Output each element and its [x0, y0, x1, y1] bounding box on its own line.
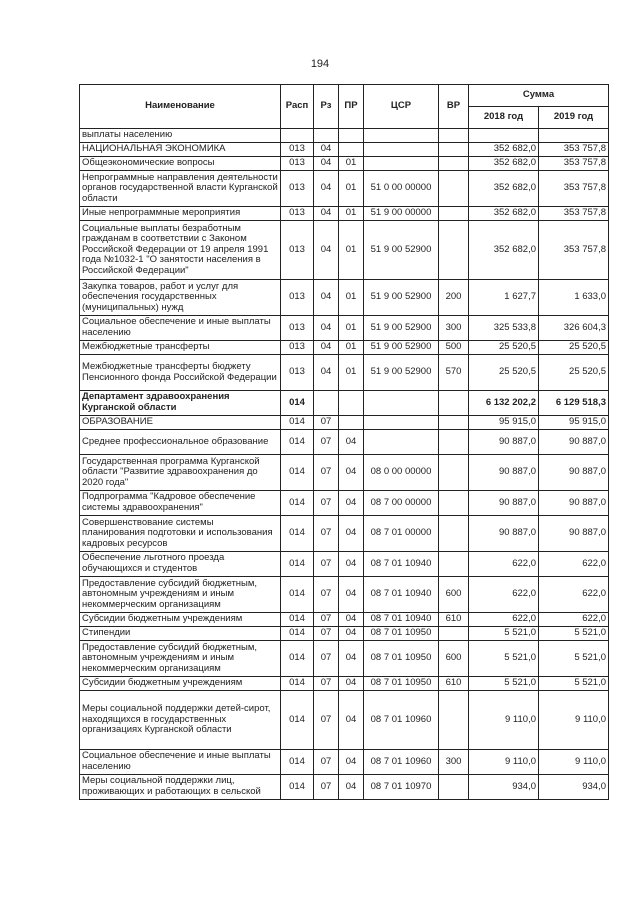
table-row — [80, 516, 609, 552]
cell-rasp: 013 — [281, 280, 314, 316]
cell-pr — [339, 129, 364, 143]
cell-csr: 51 9 00 52900 — [364, 341, 439, 355]
cell-rz: 07 — [314, 691, 339, 750]
cell-csr: 51 9 00 00000 — [364, 207, 439, 221]
cell-pr: 04 — [339, 430, 364, 455]
table-row — [80, 129, 609, 143]
cell-name: Межбюджетные трансферты бюджету Пенсионного фонда Российской Федерации — [80, 355, 281, 391]
cell-rz: 07 — [314, 613, 339, 627]
cell-rz: 07 — [314, 455, 339, 491]
cell-csr — [364, 430, 439, 455]
cell-csr: 08 7 01 10940 — [364, 552, 439, 577]
cell-rasp: 013 — [281, 157, 314, 171]
header-csr: ЦСР — [364, 85, 439, 129]
cell-vr — [439, 129, 469, 143]
cell-2019: 6 129 518,3 — [539, 391, 609, 416]
cell-rasp: 014 — [281, 391, 314, 416]
cell-2019: 353 757,8 — [539, 207, 609, 221]
cell-rz: 07 — [314, 430, 339, 455]
cell-rasp: 014 — [281, 641, 314, 677]
cell-2018: 5 521,0 — [469, 641, 539, 677]
cell-csr: 08 7 01 10970 — [364, 775, 439, 800]
cell-rasp: 014 — [281, 552, 314, 577]
cell-csr: 51 0 00 00000 — [364, 171, 439, 207]
cell-csr: 08 7 01 10960 — [364, 691, 439, 750]
table-row — [80, 171, 609, 207]
cell-vr: 610 — [439, 677, 469, 691]
cell-csr: 08 7 01 10950 — [364, 641, 439, 677]
cell-pr: 01 — [339, 221, 364, 280]
cell-vr: 610 — [439, 613, 469, 627]
table-row — [80, 775, 609, 800]
cell-2018: 934,0 — [469, 775, 539, 800]
cell-2018: 352 682,0 — [469, 207, 539, 221]
cell-vr — [439, 171, 469, 207]
table-row — [80, 677, 609, 691]
cell-2018: 1 627,7 — [469, 280, 539, 316]
table-row — [80, 491, 609, 516]
cell-rasp: 013 — [281, 207, 314, 221]
cell-csr: 08 7 01 10950 — [364, 627, 439, 641]
cell-csr: 51 9 00 52900 — [364, 280, 439, 316]
cell-name: Межбюджетные трансферты — [80, 341, 281, 355]
cell-vr: 500 — [439, 341, 469, 355]
cell-csr — [364, 157, 439, 171]
cell-pr: 04 — [339, 775, 364, 800]
cell-csr: 08 7 01 10960 — [364, 750, 439, 775]
header-rz: Рз — [314, 85, 339, 129]
header-vr: ВР — [439, 85, 469, 129]
cell-vr: 200 — [439, 280, 469, 316]
cell-pr: 04 — [339, 613, 364, 627]
cell-2018: 90 887,0 — [469, 491, 539, 516]
cell-rasp: 014 — [281, 416, 314, 430]
table-row — [80, 691, 609, 750]
cell-name: Социальное обеспечение и иные выплаты населению — [80, 750, 281, 775]
cell-pr — [339, 416, 364, 430]
cell-rasp: 014 — [281, 775, 314, 800]
cell-pr: 04 — [339, 677, 364, 691]
cell-vr: 300 — [439, 750, 469, 775]
cell-pr: 01 — [339, 157, 364, 171]
cell-name: Иные непрограммные мероприятия — [80, 207, 281, 221]
cell-name: Субсидии бюджетным учреждениям — [80, 677, 281, 691]
cell-rasp: 014 — [281, 613, 314, 627]
cell-name: Государственная программа Курганской области "Развитие здравоохранения до 2020 года" — [80, 455, 281, 491]
cell-vr — [439, 552, 469, 577]
cell-2019: 5 521,0 — [539, 677, 609, 691]
table-row — [80, 455, 609, 491]
cell-2019: 622,0 — [539, 577, 609, 613]
cell-name: Предоставление субсидий бюджетным, автономным учреждениям и иным некоммерческим организациям — [80, 641, 281, 677]
cell-2019: 9 110,0 — [539, 750, 609, 775]
cell-rz: 04 — [314, 143, 339, 157]
cell-2018: 622,0 — [469, 577, 539, 613]
cell-rasp: 014 — [281, 577, 314, 613]
table-row — [80, 613, 609, 627]
cell-name: Закупка товаров, работ и услуг для обеспечения государственных (муниципальных) нужд — [80, 280, 281, 316]
cell-2019: 5 521,0 — [539, 641, 609, 677]
cell-rz: 07 — [314, 552, 339, 577]
table-body — [80, 129, 609, 800]
table-row — [80, 577, 609, 613]
cell-pr: 01 — [339, 355, 364, 391]
cell-rasp: 013 — [281, 316, 314, 341]
cell-csr: 51 9 00 52900 — [364, 355, 439, 391]
cell-2018: 95 915,0 — [469, 416, 539, 430]
table-row — [80, 157, 609, 171]
table-row — [80, 416, 609, 430]
cell-name: Социальные выплаты безработным гражданам в соответствии с Законом Российской Федерации от 19 апреля 1991 года №1032-1 "О занятости населения в Российской Федерации" — [80, 221, 281, 280]
cell-pr: 04 — [339, 491, 364, 516]
cell-rz: 07 — [314, 677, 339, 691]
cell-pr: 01 — [339, 171, 364, 207]
cell-name: Меры социальной поддержки детей-сирот, находящихся в государственных организациях Курганской области — [80, 691, 281, 750]
cell-vr — [439, 416, 469, 430]
cell-name: Социальное обеспечение и иные выплаты населению — [80, 316, 281, 341]
cell-pr: 04 — [339, 516, 364, 552]
cell-csr: 08 7 01 00000 — [364, 516, 439, 552]
table-row — [80, 430, 609, 455]
cell-2019: 353 757,8 — [539, 157, 609, 171]
cell-2019: 622,0 — [539, 613, 609, 627]
cell-name: Общеэкономические вопросы — [80, 157, 281, 171]
cell-rasp: 014 — [281, 677, 314, 691]
cell-vr — [439, 157, 469, 171]
cell-vr — [439, 627, 469, 641]
cell-rz: 04 — [314, 207, 339, 221]
cell-vr: 300 — [439, 316, 469, 341]
cell-2019: 90 887,0 — [539, 455, 609, 491]
cell-rz: 07 — [314, 775, 339, 800]
cell-2018: 5 521,0 — [469, 627, 539, 641]
cell-2018: 6 132 202,2 — [469, 391, 539, 416]
cell-rz: 04 — [314, 221, 339, 280]
cell-2019: 25 520,5 — [539, 355, 609, 391]
cell-2019: 5 521,0 — [539, 627, 609, 641]
cell-2019: 90 887,0 — [539, 491, 609, 516]
cell-pr: 01 — [339, 341, 364, 355]
cell-name: Обеспечение льготного проезда обучающихся и студентов — [80, 552, 281, 577]
cell-rz: 07 — [314, 641, 339, 677]
cell-rasp — [281, 129, 314, 143]
cell-2019: 9 110,0 — [539, 691, 609, 750]
cell-2019: 90 887,0 — [539, 430, 609, 455]
cell-rasp: 014 — [281, 691, 314, 750]
cell-rz: 04 — [314, 280, 339, 316]
page-number: 194 — [310, 58, 330, 70]
cell-name: выплаты населению — [80, 129, 281, 143]
table-row — [80, 641, 609, 677]
cell-rasp: 013 — [281, 143, 314, 157]
cell-csr — [364, 416, 439, 430]
cell-rasp: 014 — [281, 491, 314, 516]
cell-pr: 04 — [339, 627, 364, 641]
cell-2018: 25 520,5 — [469, 355, 539, 391]
cell-name: Подпрограмма "Кадровое обеспечение системы здравоохранения" — [80, 491, 281, 516]
cell-2018: 90 887,0 — [469, 430, 539, 455]
cell-name: Совершенствование системы планирования подготовки и использования кадровых ресурсов — [80, 516, 281, 552]
cell-vr: 600 — [439, 641, 469, 677]
cell-2019: 95 915,0 — [539, 416, 609, 430]
header-pr: ПР — [339, 85, 364, 129]
cell-2018: 622,0 — [469, 552, 539, 577]
cell-name: Непрограммные направления деятельности органов государственной власти Курганской области — [80, 171, 281, 207]
table-row — [80, 207, 609, 221]
cell-vr: 570 — [439, 355, 469, 391]
cell-2019: 353 757,8 — [539, 171, 609, 207]
cell-name: Меры социальной поддержки лиц, проживающих и работающих в сельской — [80, 775, 281, 800]
table-row — [80, 143, 609, 157]
cell-2018 — [469, 129, 539, 143]
cell-pr: 01 — [339, 316, 364, 341]
cell-pr — [339, 391, 364, 416]
cell-pr: 04 — [339, 455, 364, 491]
cell-rasp: 013 — [281, 171, 314, 207]
header-2019: 2019 год — [539, 107, 609, 129]
cell-rz — [314, 129, 339, 143]
cell-rasp: 014 — [281, 627, 314, 641]
cell-pr: 04 — [339, 691, 364, 750]
cell-rasp: 014 — [281, 750, 314, 775]
header-2018: 2018 год — [469, 107, 539, 129]
header-name: Наименование — [80, 85, 281, 129]
cell-csr: 08 7 01 10950 — [364, 677, 439, 691]
cell-pr: 01 — [339, 280, 364, 316]
cell-2019: 90 887,0 — [539, 516, 609, 552]
cell-pr: 04 — [339, 750, 364, 775]
cell-rz: 04 — [314, 355, 339, 391]
cell-rz: 04 — [314, 341, 339, 355]
cell-name: Департамент здравоохранения Курганской области — [80, 391, 281, 416]
cell-rasp: 014 — [281, 430, 314, 455]
cell-rasp: 013 — [281, 355, 314, 391]
cell-2019: 353 757,8 — [539, 143, 609, 157]
cell-name: Предоставление субсидий бюджетным, автономным учреждениям и иным некоммерческим организациям — [80, 577, 281, 613]
budget-table — [79, 84, 609, 800]
cell-rasp: 013 — [281, 341, 314, 355]
table-row — [80, 221, 609, 280]
cell-vr — [439, 455, 469, 491]
cell-2018: 352 682,0 — [469, 157, 539, 171]
cell-2019: 1 633,0 — [539, 280, 609, 316]
cell-2018: 90 887,0 — [469, 516, 539, 552]
cell-vr — [439, 207, 469, 221]
cell-pr: 04 — [339, 577, 364, 613]
cell-2018: 25 520,5 — [469, 341, 539, 355]
cell-2019 — [539, 129, 609, 143]
cell-vr — [439, 775, 469, 800]
cell-csr: 51 9 00 52900 — [364, 316, 439, 341]
cell-vr — [439, 516, 469, 552]
table-row — [80, 355, 609, 391]
cell-2019: 934,0 — [539, 775, 609, 800]
cell-vr — [439, 430, 469, 455]
cell-2019: 326 604,3 — [539, 316, 609, 341]
cell-rz: 04 — [314, 316, 339, 341]
cell-vr — [439, 143, 469, 157]
cell-rz: 07 — [314, 577, 339, 613]
cell-csr: 08 7 00 00000 — [364, 491, 439, 516]
cell-rz: 07 — [314, 416, 339, 430]
cell-csr: 08 7 01 10940 — [364, 613, 439, 627]
cell-pr — [339, 143, 364, 157]
cell-2018: 9 110,0 — [469, 750, 539, 775]
cell-pr: 04 — [339, 641, 364, 677]
table-row — [80, 341, 609, 355]
cell-2018: 622,0 — [469, 613, 539, 627]
table-row — [80, 316, 609, 341]
cell-2018: 352 682,0 — [469, 143, 539, 157]
cell-name: ОБРАЗОВАНИЕ — [80, 416, 281, 430]
cell-2018: 325 533,8 — [469, 316, 539, 341]
cell-2018: 9 110,0 — [469, 691, 539, 750]
table-row — [80, 627, 609, 641]
cell-2019: 353 757,8 — [539, 221, 609, 280]
cell-rasp: 014 — [281, 516, 314, 552]
cell-csr — [364, 129, 439, 143]
header-rasp: Расп — [281, 85, 314, 129]
cell-csr: 08 7 01 10940 — [364, 577, 439, 613]
cell-name: НАЦИОНАЛЬНАЯ ЭКОНОМИКА — [80, 143, 281, 157]
table-row — [80, 552, 609, 577]
cell-name: Субсидии бюджетным учреждениям — [80, 613, 281, 627]
cell-vr — [439, 491, 469, 516]
table-row — [80, 750, 609, 775]
cell-vr — [439, 691, 469, 750]
cell-rasp: 014 — [281, 455, 314, 491]
cell-2019: 25 520,5 — [539, 341, 609, 355]
table-row — [80, 280, 609, 316]
cell-pr: 04 — [339, 552, 364, 577]
cell-vr: 600 — [439, 577, 469, 613]
cell-rz: 04 — [314, 157, 339, 171]
cell-vr — [439, 391, 469, 416]
cell-name: Стипендии — [80, 627, 281, 641]
cell-rasp: 013 — [281, 221, 314, 280]
cell-vr — [439, 221, 469, 280]
cell-rz — [314, 391, 339, 416]
cell-csr — [364, 143, 439, 157]
cell-rz: 07 — [314, 750, 339, 775]
cell-csr: 08 0 00 00000 — [364, 455, 439, 491]
cell-2018: 352 682,0 — [469, 171, 539, 207]
cell-rz: 07 — [314, 491, 339, 516]
cell-2019: 622,0 — [539, 552, 609, 577]
cell-2018: 5 521,0 — [469, 677, 539, 691]
cell-2018: 352 682,0 — [469, 221, 539, 280]
cell-2018: 90 887,0 — [469, 455, 539, 491]
cell-rz: 07 — [314, 627, 339, 641]
cell-csr — [364, 391, 439, 416]
cell-rz: 04 — [314, 171, 339, 207]
table-row — [80, 391, 609, 416]
cell-name: Среднее профессиональное образование — [80, 430, 281, 455]
cell-csr: 51 9 00 52900 — [364, 221, 439, 280]
header-sum: Сумма — [469, 85, 609, 107]
cell-rz: 07 — [314, 516, 339, 552]
cell-pr: 01 — [339, 207, 364, 221]
